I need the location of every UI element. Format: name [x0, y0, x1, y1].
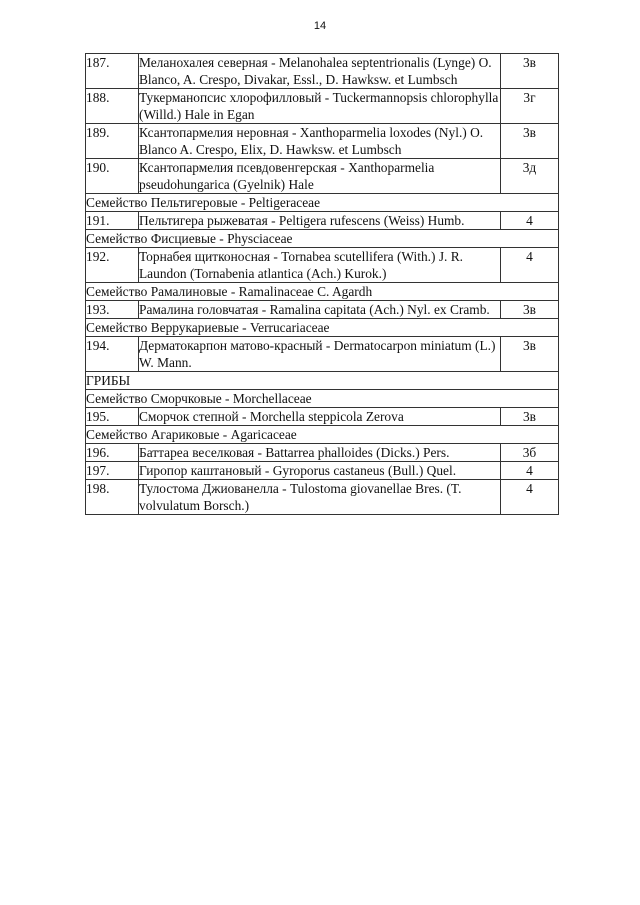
species-number: 196. [86, 444, 139, 462]
species-name: Торнабея щитконосная - Tornabea scutellifera (With.) J. R. Laundon (Tornabenia atlantica (Ach.) Kurok.) [139, 248, 501, 283]
species-name: Баттареа веселковая - Battarrea phalloides (Dicks.) Pers. [139, 444, 501, 462]
category-code: 3в [501, 124, 559, 159]
species-number: 187. [86, 54, 139, 89]
species-number: 197. [86, 462, 139, 480]
species-name: Меланохалея северная - Melanohalea septentrionalis (Lynge) O. Blanco, A. Crespo, Divakar, Essl., D. Hawksw. et Lumbsch [139, 54, 501, 89]
category-code: 4 [501, 462, 559, 480]
category-code: 3б [501, 444, 559, 462]
species-name: Рамалина головчатая - Ramalina capitata (Ach.) Nyl. ex Cramb. [139, 301, 501, 319]
section-row [86, 390, 559, 408]
species-number: 198. [86, 480, 139, 515]
category-code: 3в [501, 408, 559, 426]
species-name: Сморчок степной - Morchella steppicola Zerova [139, 408, 501, 426]
species-name: Ксантопармелия псевдовенгерская - Xanthoparmelia pseudohungarica (Gyelnik) Hale [139, 159, 501, 194]
species-name: Дерматокарпон матово-красный - Dermatocarpon miniatum (L.) W. Mann. [139, 337, 501, 372]
species-row [86, 337, 559, 372]
section-heading: Семейство Агариковые - Agaricaceae [86, 426, 559, 444]
species-row [86, 124, 559, 159]
section-row [86, 194, 559, 212]
species-row [86, 54, 559, 89]
species-row [86, 212, 559, 230]
species-row [86, 159, 559, 194]
section-row [86, 426, 559, 444]
species-name: Ксантопармелия неровная - Xanthoparmelia loxodes (Nyl.) O. Blanco A. Crespo, Elix, D. Hawksw. et Lumbsch [139, 124, 501, 159]
species-number: 191. [86, 212, 139, 230]
section-row [86, 230, 559, 248]
species-number: 192. [86, 248, 139, 283]
species-row [86, 444, 559, 462]
species-row [86, 480, 559, 515]
species-row [86, 248, 559, 283]
section-row [86, 319, 559, 337]
species-number: 194. [86, 337, 139, 372]
species-row [86, 89, 559, 124]
category-code: 4 [501, 480, 559, 515]
species-name: Тукерманопсис хлорофилловый - Tuckermannopsis chlorophylla (Willd.) Hale in Egan [139, 89, 501, 124]
category-code: 3в [501, 54, 559, 89]
species-table [85, 53, 559, 515]
page-number: 14 [313, 20, 327, 32]
species-row [86, 301, 559, 319]
section-heading: Семейство Веррукариевые - Verrucariaceae [86, 319, 559, 337]
section-heading: ГРИБЫ [86, 372, 559, 390]
category-code: 4 [501, 248, 559, 283]
species-number: 189. [86, 124, 139, 159]
section-heading: Семейство Рамалиновые - Ramalinaceae C. Agardh [86, 283, 559, 301]
section-heading: Семейство Фисциевые - Physciaceae [86, 230, 559, 248]
species-row [86, 462, 559, 480]
section-heading: Семейство Сморчковые - Morchellaceae [86, 390, 559, 408]
category-code: 4 [501, 212, 559, 230]
section-row [86, 283, 559, 301]
category-code: 3в [501, 301, 559, 319]
section-row [86, 372, 559, 390]
category-code: 3в [501, 337, 559, 372]
species-row [86, 408, 559, 426]
species-number: 188. [86, 89, 139, 124]
species-number: 190. [86, 159, 139, 194]
species-number: 193. [86, 301, 139, 319]
species-number: 195. [86, 408, 139, 426]
species-name: Пельтигера рыжеватая - Peltigera rufescens (Weiss) Humb. [139, 212, 501, 230]
section-heading: Семейство Пельтигеровые - Peltigeraceae [86, 194, 559, 212]
species-name: Гиропор каштановый - Gyroporus castaneus (Bull.) Quel. [139, 462, 501, 480]
species-name: Тулостома Джиованелла - Tulostoma giovanellae Bres. (T. volvulatum Borsch.) [139, 480, 501, 515]
category-code: 3г [501, 89, 559, 124]
category-code: 3д [501, 159, 559, 194]
